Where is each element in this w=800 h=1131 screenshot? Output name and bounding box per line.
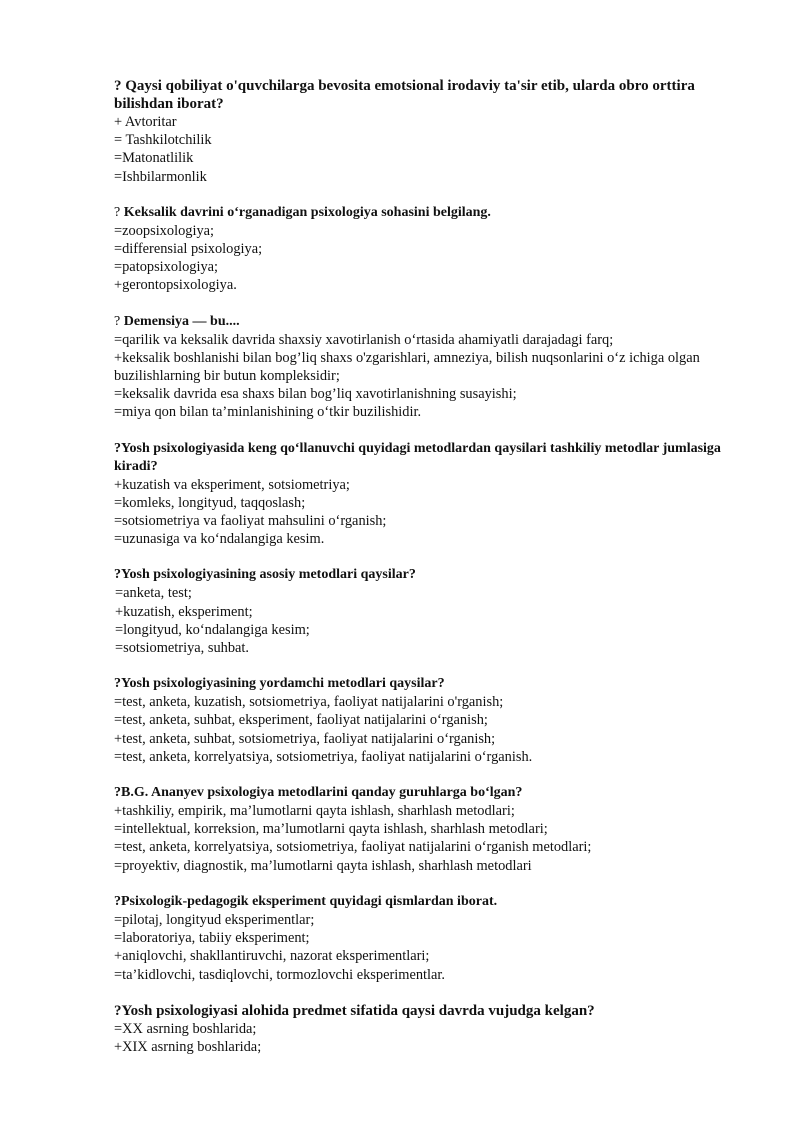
question-body: Yosh psixologiyasi alohida predmet sifatida qaysi davrda vujudga kelgan? <box>121 1002 595 1019</box>
document-page <box>114 77 754 1074</box>
answer-option: =zoopsixologiya; <box>114 222 215 239</box>
answer-option: =longityud, ko‘ndalangiga kesim; <box>115 621 310 638</box>
answer-option: =sotsiometriya va faoliyat mahsulini o‘rganish; <box>114 513 387 530</box>
answer-list <box>114 584 754 657</box>
answer-option: +XIX asrning boshlarida; <box>114 1038 262 1055</box>
answer-option: +keksalik boshlanishi bilan bog’liq shaxs o'zgarishlari, amneziya, bilish nuqsonlarini o‘z ichiga olgan buzilishlarning bir butun kompleksidir; <box>114 349 700 385</box>
answer-option: =test, anketa, korrelyatsiya, sotsiometriya, faoliyat natijalarini o‘rganish. <box>114 748 533 765</box>
answer-option: =anketa, test; <box>115 585 192 602</box>
question-mark: ? <box>114 204 124 220</box>
answer-list <box>114 802 754 875</box>
answer-option: =ta’kidlovchi, tasdiqlovchi, tormozlovchi eksperimentlar. <box>114 966 446 983</box>
question-body: B.G. Ananyev psixologiya metodlarini qanday guruhlarga bo‘lgan? <box>121 785 523 801</box>
question-body: Yosh psixologiyasida keng qo‘llanuvchi quyidagi metodlardan qaysilari tashkiliy metodlar jumlasiga kiradi? <box>114 440 721 474</box>
question-text <box>114 440 754 476</box>
question-text <box>114 893 754 911</box>
question-text <box>114 784 754 802</box>
question-body: Keksalik davrini o‘rganadigan psixologiya sohasini belgilang. <box>123 204 491 220</box>
answer-option: =Matonatlilik <box>114 150 194 167</box>
question-text <box>114 675 754 693</box>
answer-list <box>114 222 754 295</box>
answer-option: =Ishbilarmonlik <box>114 168 207 185</box>
answer-list <box>114 476 754 549</box>
answer-option: =XX asrning boshlarida; <box>114 1020 257 1037</box>
question-block-7 <box>114 784 754 875</box>
answer-option: =miya qon bilan ta’minlanishining o‘tkir buzilishidir. <box>114 404 422 421</box>
question-body: Qaysi qobiliyat o'quvchilarga bevosita emotsional irodaviy ta'sir etib, ularda obro orttira bilishdan iborat? <box>114 78 695 112</box>
answer-option: =proyektiv, diagnostik, ma’lumotlarni qayta ishlash, sharhlash metodlari <box>114 857 532 874</box>
question-mark: ? <box>114 1002 122 1019</box>
question-block-8 <box>114 893 754 984</box>
answer-option: =keksalik davrida esa shaxs bilan bog’liq xavotirlanishning susayishi; <box>114 386 517 403</box>
answer-list <box>114 911 754 984</box>
question-mark: ? <box>114 440 121 456</box>
question-mark: ? <box>114 785 121 801</box>
answer-option: +kuzatish, eksperiment; <box>115 603 253 620</box>
answer-option: =differensial psixologiya; <box>114 241 263 258</box>
question-mark: ? <box>114 313 124 329</box>
question-block-2 <box>114 204 754 295</box>
question-mark: ? <box>114 78 126 94</box>
question-block-1 <box>114 77 754 186</box>
question-mark: ? <box>114 567 121 583</box>
answer-option: =test, anketa, kuzatish, sotsiometriya, faoliyat natijalarini o'rganish; <box>114 694 504 711</box>
answer-list <box>114 331 754 422</box>
answer-option: +test, anketa, suhbat, sotsiometriya, faoliyat natijalarini o‘rganish; <box>114 730 496 747</box>
question-body: Psixologik-pedagogik eksperiment quyidagi qismlardan iborat. <box>121 893 498 909</box>
answer-option: =laboratoriya, tabiiy eksperiment; <box>114 930 310 947</box>
answer-list <box>114 1020 754 1056</box>
answer-list <box>114 693 754 766</box>
answer-option: =test, anketa, suhbat, eksperiment, faoliyat natijalarini o‘rganish; <box>114 712 488 729</box>
question-text <box>114 204 754 222</box>
question-block-6 <box>114 675 754 766</box>
question-block-5 <box>114 566 754 657</box>
question-text <box>114 77 754 113</box>
question-text <box>114 313 754 331</box>
answer-option: =test, anketa, korrelyatsiya, sotsiometriya, faoliyat natijalarini o‘rganish metodlari; <box>114 839 592 856</box>
question-body: Yosh psixologiyasining asosiy metodlari qaysilar? <box>121 567 416 583</box>
answer-option: =sotsiometriya, suhbat. <box>115 640 250 657</box>
answer-option: +kuzatish va eksperiment, sotsiometriya; <box>114 476 350 493</box>
answer-option: =qarilik va keksalik davrida shaxsiy xavotirlanish o‘rtasida ahamiyatli darajadagi farq; <box>114 331 614 348</box>
answer-option: +tashkiliy, empirik, ma’lumotlarni qayta ishlash, sharhlash metodlari; <box>114 803 515 820</box>
question-text <box>114 1002 754 1020</box>
question-block-9 <box>114 1002 754 1056</box>
question-block-4 <box>114 440 754 549</box>
question-block-3 <box>114 313 754 422</box>
answer-option: +aniqlovchi, shakllantiruvchi, nazorat eksperimentlari; <box>114 948 430 965</box>
answer-list <box>114 113 754 186</box>
answer-option: + Avtoritar <box>114 114 177 130</box>
question-mark: ? <box>114 893 121 909</box>
answer-option: =patopsixologiya; <box>114 259 219 276</box>
answer-option: +gerontopsixologiya. <box>114 277 237 294</box>
answer-option: =komleks, longityud, taqqoslash; <box>114 494 306 511</box>
answer-option: =intellektual, korreksion, ma’lumotlarni qayta ishlash, sharhlash metodlari; <box>114 821 548 838</box>
question-body: Yosh psixologiyasining yordamchi metodlari qaysilar? <box>121 676 445 692</box>
question-body: Demensiya — bu.... <box>123 313 240 329</box>
answer-option: =uzunasiga va ko‘ndalangiga kesim. <box>114 531 325 548</box>
question-mark: ? <box>114 676 121 692</box>
question-text <box>114 566 754 584</box>
answer-option: =pilotaj, longityud eksperimentlar; <box>114 911 315 928</box>
answer-option: = Tashkilotchilik <box>114 132 212 149</box>
